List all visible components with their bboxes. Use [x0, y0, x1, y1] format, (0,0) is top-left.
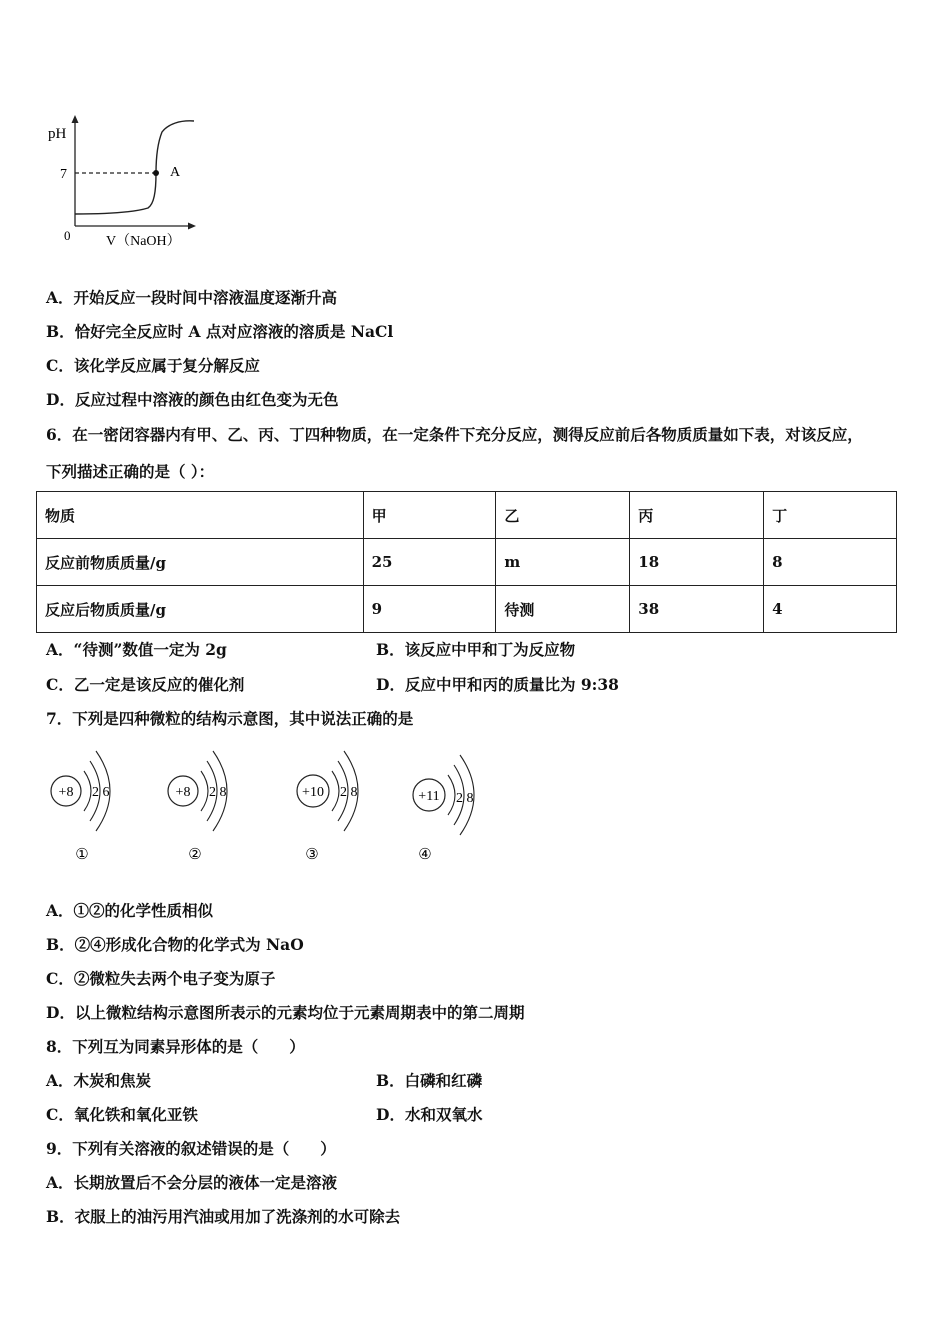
table-cell: 反应后物质质量/g: [37, 586, 364, 633]
table-row: [37, 586, 897, 633]
q8-option-d: D．水和双氧水: [376, 1105, 483, 1124]
q7-option-b: B．②④形成化合物的化学式为 NaO: [46, 935, 304, 954]
nucleus-charge: +11: [418, 789, 440, 804]
origin-label: 0: [64, 228, 71, 243]
table-cell: 9: [363, 586, 496, 633]
ph-titration-graph: [40, 112, 210, 254]
nucleus-charge: +8: [58, 785, 74, 800]
nucleus-charge: +10: [302, 785, 324, 800]
y-tick-7: 7: [60, 167, 67, 182]
q5-option-a: A．开始反应一段时间中溶液温度逐渐升高: [46, 288, 338, 307]
table-cell: 丙: [630, 492, 764, 539]
q6-stem-line2: 下列描述正确的是（ ）：: [46, 462, 215, 481]
particle-label: ②: [188, 847, 202, 863]
q7-option-d: D．以上微粒结构示意图所表示的元素均位于元素周期表中的第二周期: [46, 1003, 525, 1022]
table-cell: 待测: [496, 586, 630, 633]
shell-electrons: 2 8: [209, 785, 227, 800]
table-cell: 25: [363, 539, 496, 586]
q8-stem: 8．下列互为同素异形体的是（ ）: [46, 1037, 305, 1056]
y-axis-arrow: [72, 115, 79, 123]
q5-option-d: D．反应过程中溶液的颜色由红色变为无色: [46, 390, 339, 409]
q5-option-c: C．该化学反应属于复分解反应: [46, 356, 260, 375]
particle-4-diagram: [413, 755, 474, 863]
q7-stem: 7．下列是四种微粒的结构示意图，其中说法正确的是: [46, 709, 414, 728]
table-cell: 18: [630, 539, 764, 586]
q8-option-b: B．白磷和红磷: [376, 1071, 483, 1090]
table-cell: 乙: [496, 492, 630, 539]
atom-structure-diagrams: [40, 744, 500, 870]
table-header-row: [37, 492, 897, 539]
table-cell: m: [496, 539, 630, 586]
particle-label: ①: [75, 847, 89, 863]
electron-shell-arc: [448, 775, 455, 815]
q6-option-c: C．乙一定是该反应的催化剂: [46, 675, 245, 694]
electron-shell-arc: [201, 771, 208, 811]
nucleus-charge: +8: [175, 785, 191, 800]
shell-electrons: 2 6: [92, 785, 110, 800]
table-cell: 38: [630, 586, 764, 633]
shell-electrons: 2 8: [340, 785, 358, 800]
electron-shell-arc: [332, 771, 339, 811]
q7-option-a: A．①②的化学性质相似: [46, 901, 214, 920]
table-cell: 4: [764, 586, 897, 633]
q6-option-b: B．该反应中甲和丁为反应物: [376, 640, 576, 659]
q6-stem-line1: 6．在一密闭容器内有甲、乙、丙、丁四种物质，在一定条件下充分反应，测得反应前后各物质质量如下表，对该反应，: [46, 425, 863, 444]
x-axis-arrow: [188, 223, 196, 230]
particle-label: ③: [305, 847, 319, 863]
particle-1-diagram: [51, 751, 110, 863]
table-row: [37, 539, 897, 586]
q6-option-a: A．“待测”数值一定为 2g: [46, 640, 227, 659]
particle-label: ④: [418, 847, 432, 863]
particle-2-diagram: [168, 751, 227, 863]
x-axis-label: V（NaOH）: [106, 234, 181, 249]
table-cell: 物质: [37, 492, 364, 539]
table-cell: 反应前物质质量/g: [37, 539, 364, 586]
q8-option-a: A．木炭和焦炭: [46, 1071, 152, 1090]
electron-shell-arc: [84, 771, 91, 811]
q9-option-b: B．衣服上的油污用汽油或用加了洗涤剂的水可除去: [46, 1207, 401, 1226]
q7-option-c: C．②微粒失去两个电子变为原子: [46, 969, 276, 988]
point-a-label: A: [170, 165, 181, 180]
point-a-marker: [153, 170, 159, 176]
q8-option-c: C．氧化铁和氧化亚铁: [46, 1105, 198, 1124]
table-cell: 8: [764, 539, 897, 586]
particle-3-diagram: [297, 751, 358, 863]
table-cell: 丁: [764, 492, 897, 539]
mass-table: [36, 491, 897, 633]
q9-stem: 9．下列有关溶液的叙述错误的是（ ）: [46, 1139, 336, 1158]
q9-option-a: A．长期放置后不会分层的液体一定是溶液: [46, 1173, 338, 1192]
shell-electrons: 2 8: [456, 791, 474, 806]
table-cell: 甲: [363, 492, 496, 539]
q6-option-d: D．反应中甲和丙的质量比为 9:38: [376, 675, 619, 694]
q5-option-b: B．恰好完全反应时 A 点对应溶液的溶质是 NaCl: [46, 322, 394, 341]
y-axis-label: pH: [48, 126, 67, 142]
